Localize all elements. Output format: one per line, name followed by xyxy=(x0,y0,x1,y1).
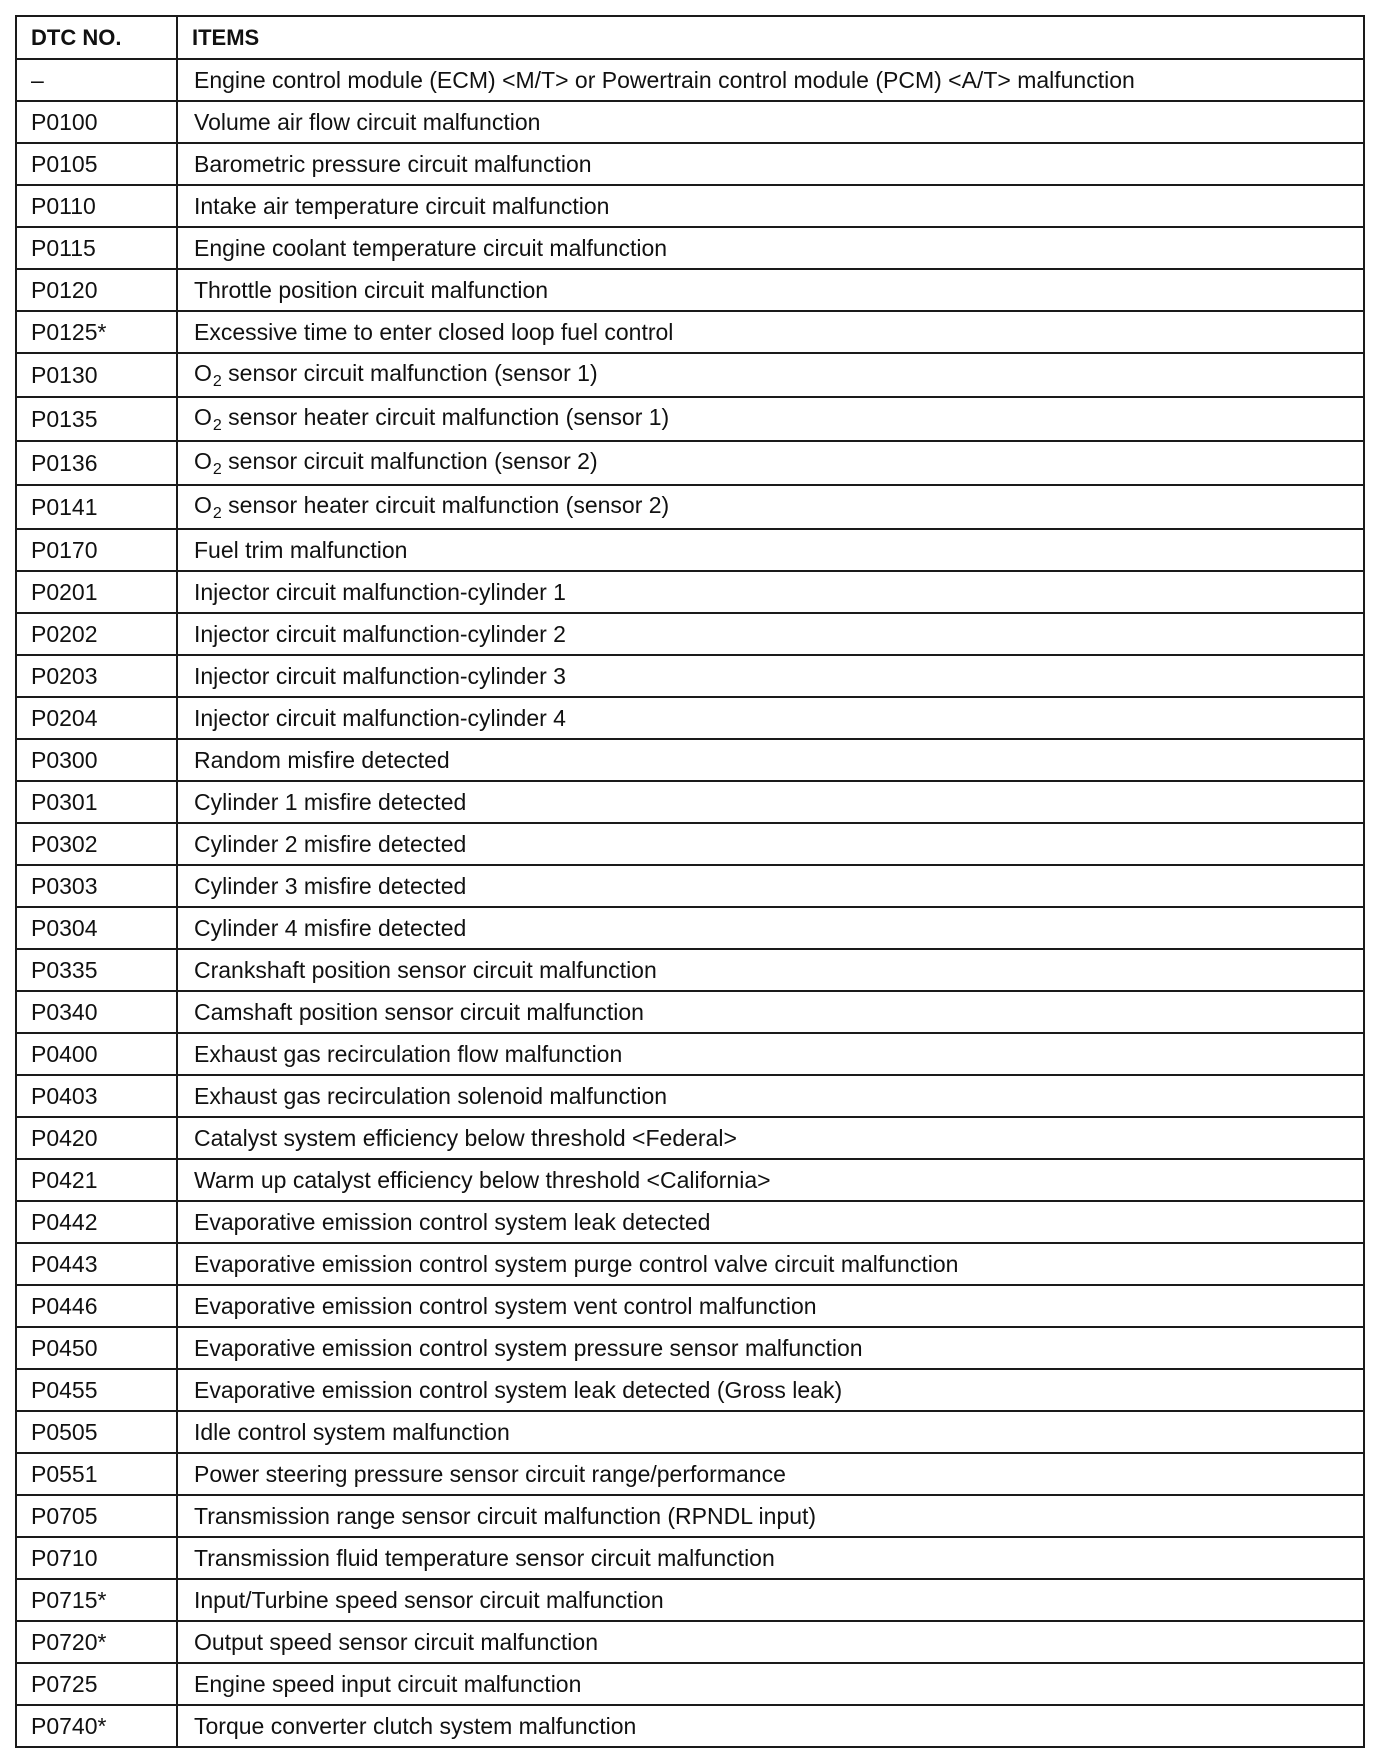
table-row xyxy=(16,1663,1364,1705)
item-text: Engine control module (ECM) <M/T> or Powertrain control module (PCM) <A/T> malfunction xyxy=(194,67,1135,93)
dtc-code-cell: P0201 xyxy=(16,571,177,613)
item-text: Camshaft position sensor circuit malfunction xyxy=(194,999,644,1025)
table-row xyxy=(16,907,1364,949)
dtc-code-cell: P0505 xyxy=(16,1411,177,1453)
table-row xyxy=(16,1537,1364,1579)
dtc-item-cell xyxy=(177,1579,1364,1621)
dtc-item-cell xyxy=(177,1327,1364,1369)
item-text: Transmission fluid temperature sensor circuit malfunction xyxy=(194,1545,775,1571)
dtc-code-cell: P0141 xyxy=(16,485,177,529)
table-row xyxy=(16,1369,1364,1411)
table-row xyxy=(16,143,1364,185)
item-text: Evaporative emission control system pressure sensor malfunction xyxy=(194,1335,863,1361)
table-row xyxy=(16,1453,1364,1495)
table-row xyxy=(16,739,1364,781)
dtc-item-cell xyxy=(177,781,1364,823)
table-row xyxy=(16,1033,1364,1075)
dtc-code-cell: P0303 xyxy=(16,865,177,907)
dtc-item-cell xyxy=(177,1369,1364,1411)
table-row xyxy=(16,1159,1364,1201)
dtc-code-cell: P0403 xyxy=(16,1075,177,1117)
dtc-code-cell: – xyxy=(16,59,177,101)
dtc-code-cell: P0110 xyxy=(16,185,177,227)
dtc-item-cell xyxy=(177,991,1364,1033)
dtc-item-cell xyxy=(177,311,1364,353)
dtc-item-cell xyxy=(177,823,1364,865)
item-text: Engine coolant temperature circuit malfunction xyxy=(194,235,668,261)
dtc-item-cell xyxy=(177,1621,1364,1663)
item-text: Evaporative emission control system leak detected xyxy=(194,1209,711,1235)
dtc-item-cell xyxy=(177,353,1364,397)
table-row xyxy=(16,1705,1364,1747)
dtc-code-cell: P0100 xyxy=(16,101,177,143)
table-row xyxy=(16,613,1364,655)
dtc-code-cell: P0302 xyxy=(16,823,177,865)
header-row xyxy=(16,16,1364,59)
item-text: sensor circuit malfunction (sensor 1) xyxy=(221,360,598,386)
dtc-code-cell: P0443 xyxy=(16,1243,177,1285)
dtc-code-cell: P0115 xyxy=(16,227,177,269)
dtc-code-cell: P0455 xyxy=(16,1369,177,1411)
dtc-code-cell: P0400 xyxy=(16,1033,177,1075)
table-row xyxy=(16,227,1364,269)
item-prefix: O xyxy=(194,360,212,386)
item-text: Injector circuit malfunction-cylinder 1 xyxy=(194,579,566,605)
dtc-code-cell: P0551 xyxy=(16,1453,177,1495)
dtc-code-cell: P0340 xyxy=(16,991,177,1033)
item-text: Evaporative emission control system vent control malfunction xyxy=(194,1293,817,1319)
dtc-code-cell: P0170 xyxy=(16,529,177,571)
item-text: Exhaust gas recirculation flow malfunction xyxy=(194,1041,623,1067)
item-text: sensor circuit malfunction (sensor 2) xyxy=(221,448,598,474)
dtc-item-cell xyxy=(177,1285,1364,1327)
item-text: Intake air temperature circuit malfunction xyxy=(194,193,610,219)
header-items: ITEMS xyxy=(177,16,1364,59)
table-row xyxy=(16,1075,1364,1117)
item-text: Catalyst system efficiency below threshold <Federal> xyxy=(194,1125,737,1151)
dtc-item-cell xyxy=(177,1495,1364,1537)
table-body xyxy=(16,59,1364,1747)
dtc-code-cell: P0130 xyxy=(16,353,177,397)
dtc-item-cell xyxy=(177,1117,1364,1159)
table-row xyxy=(16,311,1364,353)
table-row xyxy=(16,655,1364,697)
item-text: Idle control system malfunction xyxy=(194,1419,510,1445)
item-prefix: O xyxy=(194,404,212,430)
item-text: Warm up catalyst efficiency below threshold <California> xyxy=(194,1167,771,1193)
item-text: Cylinder 1 misfire detected xyxy=(194,789,467,815)
dtc-table xyxy=(15,15,1365,1748)
dtc-item-cell xyxy=(177,571,1364,613)
dtc-item-cell xyxy=(177,143,1364,185)
dtc-code-cell: P0300 xyxy=(16,739,177,781)
item-text: Fuel trim malfunction xyxy=(194,537,408,563)
item-text: Engine speed input circuit malfunction xyxy=(194,1671,582,1697)
item-text: Excessive time to enter closed loop fuel control xyxy=(194,319,674,345)
dtc-code-cell: P0446 xyxy=(16,1285,177,1327)
table-row xyxy=(16,441,1364,485)
item-subscript: 2 xyxy=(212,461,222,478)
item-text: Evaporative emission control system purge control valve circuit malfunction xyxy=(194,1251,959,1277)
dtc-item-cell xyxy=(177,185,1364,227)
dtc-item-cell xyxy=(177,485,1364,529)
dtc-item-cell xyxy=(177,269,1364,311)
item-text: Random misfire detected xyxy=(194,747,450,773)
item-text: Throttle position circuit malfunction xyxy=(194,277,549,303)
table-row xyxy=(16,1579,1364,1621)
dtc-item-cell xyxy=(177,1243,1364,1285)
item-text: Cylinder 4 misfire detected xyxy=(194,915,467,941)
item-text: Cylinder 3 misfire detected xyxy=(194,873,467,899)
dtc-code-cell: P0304 xyxy=(16,907,177,949)
dtc-item-cell xyxy=(177,1705,1364,1747)
item-text: Volume air flow circuit malfunction xyxy=(194,109,541,135)
item-text: Evaporative emission control system leak detected (Gross leak) xyxy=(194,1377,843,1403)
dtc-item-cell xyxy=(177,397,1364,441)
dtc-item-cell xyxy=(177,907,1364,949)
item-subscript: 2 xyxy=(212,505,222,522)
dtc-item-cell xyxy=(177,1033,1364,1075)
item-subscript: 2 xyxy=(212,417,222,434)
item-text: Injector circuit malfunction-cylinder 3 xyxy=(194,663,566,689)
dtc-item-cell xyxy=(177,1159,1364,1201)
item-text: Torque converter clutch system malfunction xyxy=(194,1713,637,1739)
dtc-code-cell: P0202 xyxy=(16,613,177,655)
table-row xyxy=(16,949,1364,991)
dtc-item-cell xyxy=(177,865,1364,907)
dtc-item-cell xyxy=(177,529,1364,571)
table-row xyxy=(16,485,1364,529)
dtc-item-cell xyxy=(177,1663,1364,1705)
dtc-item-cell xyxy=(177,1075,1364,1117)
item-text: Injector circuit malfunction-cylinder 4 xyxy=(194,705,566,731)
dtc-item-cell xyxy=(177,949,1364,991)
table-row xyxy=(16,1201,1364,1243)
table-row xyxy=(16,1327,1364,1369)
dtc-code-cell: P0335 xyxy=(16,949,177,991)
dtc-item-cell xyxy=(177,59,1364,101)
item-text: Cylinder 2 misfire detected xyxy=(194,831,467,857)
dtc-code-cell: P0740* xyxy=(16,1705,177,1747)
dtc-item-cell xyxy=(177,227,1364,269)
dtc-item-cell xyxy=(177,441,1364,485)
dtc-item-cell xyxy=(177,101,1364,143)
dtc-code-cell: P0725 xyxy=(16,1663,177,1705)
table-row xyxy=(16,823,1364,865)
dtc-code-cell: P0421 xyxy=(16,1159,177,1201)
item-text: Injector circuit malfunction-cylinder 2 xyxy=(194,621,566,647)
table-row xyxy=(16,59,1364,101)
table-row xyxy=(16,101,1364,143)
dtc-code-cell: P0203 xyxy=(16,655,177,697)
dtc-item-cell xyxy=(177,1411,1364,1453)
dtc-code-cell: P0301 xyxy=(16,781,177,823)
table-row xyxy=(16,1411,1364,1453)
dtc-code-cell: P0125* xyxy=(16,311,177,353)
header-dtc-no: DTC NO. xyxy=(16,16,177,59)
table-row xyxy=(16,1495,1364,1537)
dtc-code-cell: P0710 xyxy=(16,1537,177,1579)
item-text: Exhaust gas recirculation solenoid malfunction xyxy=(194,1083,668,1109)
dtc-code-cell: P0204 xyxy=(16,697,177,739)
table-row xyxy=(16,529,1364,571)
dtc-code-cell: P0135 xyxy=(16,397,177,441)
dtc-item-cell xyxy=(177,613,1364,655)
item-text: Output speed sensor circuit malfunction xyxy=(194,1629,598,1655)
item-subscript: 2 xyxy=(212,373,222,390)
dtc-code-cell: P0136 xyxy=(16,441,177,485)
table-row xyxy=(16,397,1364,441)
item-text: Power steering pressure sensor circuit range/performance xyxy=(194,1461,786,1487)
item-text: sensor heater circuit malfunction (sensor 1) xyxy=(221,404,670,430)
dtc-item-cell xyxy=(177,1453,1364,1495)
item-text: Input/Turbine speed sensor circuit malfunction xyxy=(194,1587,664,1613)
dtc-code-cell: P0720* xyxy=(16,1621,177,1663)
dtc-code-cell: P0705 xyxy=(16,1495,177,1537)
table-row xyxy=(16,571,1364,613)
dtc-item-cell xyxy=(177,1537,1364,1579)
dtc-code-cell: P0120 xyxy=(16,269,177,311)
table-row xyxy=(16,269,1364,311)
item-prefix: O xyxy=(194,448,212,474)
dtc-code-cell: P0420 xyxy=(16,1117,177,1159)
dtc-code-cell: P0105 xyxy=(16,143,177,185)
dtc-item-cell xyxy=(177,1201,1364,1243)
table-row xyxy=(16,697,1364,739)
dtc-code-cell: P0715* xyxy=(16,1579,177,1621)
dtc-item-cell xyxy=(177,655,1364,697)
table-row xyxy=(16,865,1364,907)
dtc-item-cell xyxy=(177,697,1364,739)
table-row xyxy=(16,1621,1364,1663)
dtc-item-cell xyxy=(177,739,1364,781)
table-row xyxy=(16,1117,1364,1159)
table-row xyxy=(16,1285,1364,1327)
table-row xyxy=(16,185,1364,227)
item-text: Barometric pressure circuit malfunction xyxy=(194,151,592,177)
item-text: sensor heater circuit malfunction (sensor 2) xyxy=(221,492,670,518)
item-text: Transmission range sensor circuit malfunction (RPNDL input) xyxy=(194,1503,817,1529)
dtc-code-cell: P0450 xyxy=(16,1327,177,1369)
item-prefix: O xyxy=(194,492,212,518)
table-row xyxy=(16,1243,1364,1285)
table-row xyxy=(16,781,1364,823)
table-row xyxy=(16,991,1364,1033)
dtc-code-cell: P0442 xyxy=(16,1201,177,1243)
table-row xyxy=(16,353,1364,397)
item-text: Crankshaft position sensor circuit malfunction xyxy=(194,957,657,983)
